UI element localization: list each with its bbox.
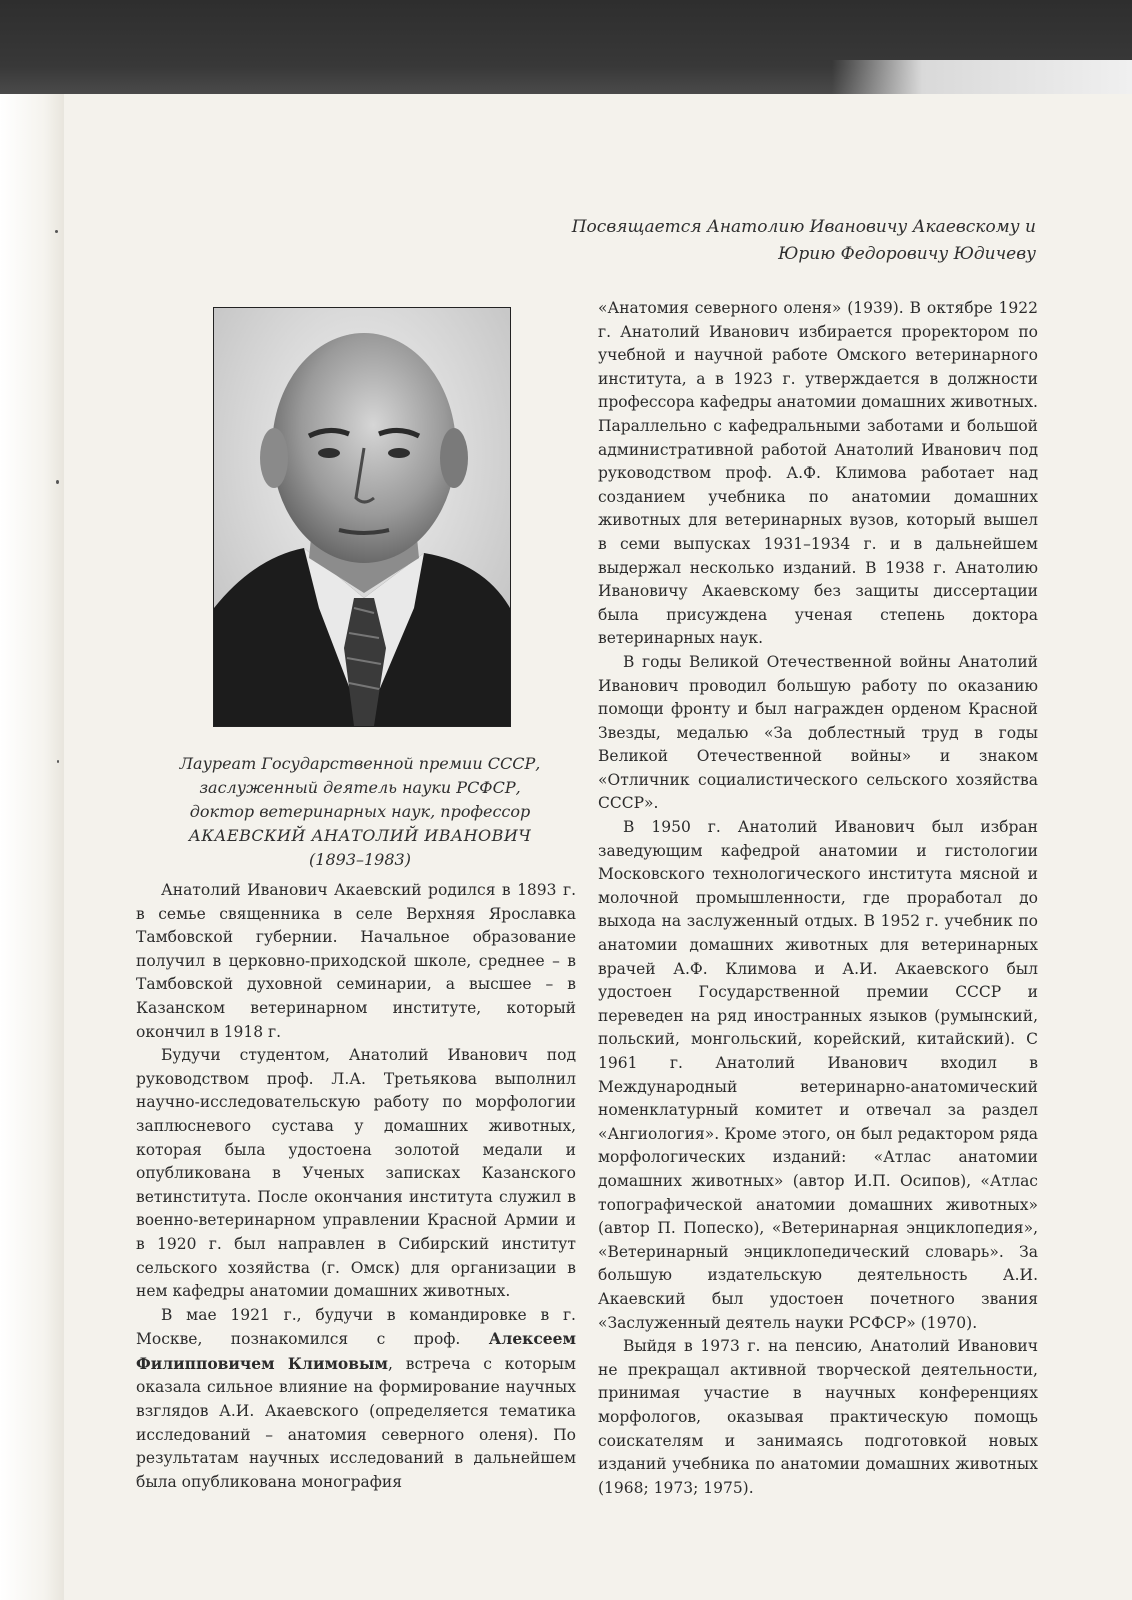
dedication-line: Посвящается Анатолию Ивановичу Акаевскому и [571,217,1036,237]
paragraph: Выйдя в 1973 г. на пенсию, Анатолий Иванович не прекращал активной творческой деятельности, принимая участие в научных конференциях морфологов, оказывая практическую помощь соискателям и занимаясь подготовкой новых изданий учебника по анатомии домашних животных (1968; 1973; 1975). [598,1337,1038,1497]
paragraph: В годы Великой Отечественной войны Анатолий Иванович проводил большую работу по оказанию помощи фронту и был награжден орденом Красной Звезды, медалью «За доблестный труд в годы Великой Отечественной войны» и знаком «Отличник социалистического сельского хозяйства СССР». [598,652,1038,813]
paragraph: «Анатомия северного оленя» (1939). В октябре 1922 г. Анатолий Иванович избирается проректором по учебной и научной работе Омского ветеринарного института, а в 1923 г. утверждается в должности профессора кафедры анатомии домашних животных. Параллельно с кафедральными заботами и большой административной работой Анатолий Иванович под руководством проф. А.Ф. Климова работает над созданием учебника по анатомии домашних животных для ветеринарных вузов, который вышел в семи выпусках 1931–1934 г. и в дальнейшем выдержал несколько изданий. В 1938 г. Анатолию Ивановичу Акаевскому без защиты диссертации была присуждена ученая степень доктора ветеринарных наук. [598,299,1038,648]
caption-years: (1893–1983) [309,850,411,869]
paragraph-text: В мае 1921 г., будучи в командировке в г. Москве, познакомился с проф. [136,1305,576,1349]
scan-speck [55,230,58,233]
caption-line: доктор ветеринарных наук, профессор [189,802,531,821]
paragraph: В 1950 г. Анатолий Иванович был избран заведующим кафедрой анатомии и гистологии Московского технологического института мясной и молочной промышленности, где проработал до выхода на заслуженный отдых. В 1952 г. учебник по анатомии домашних животных для ветеринарных врачей А.Ф. Климова и А.И. Акаевского был удостоен Государственной премии СССР и переведен на ряд иностранных языков (румынский, польский, монгольский, корейский, китайский). С 1961 г. Анатолий Иванович входил в Международный ветеринарно-анатомический номенклатурный комитет и отвечал за раздел «Ангиология». Кроме этого, он был редактором ряда морфологических изданий: «Атлас анатомии домашних животных» (автор И.П. Осипов), «Атлас топографической анатомии домашних животных» (автор П. Попеско), «Ветеринарная энциклопедия», «Ветеринарный энциклопедический словарь». За большую издательскую деятельность А.И. Акаевский был удостоен почетного звания «Заслуженный деятель науки РСФСР» (1970). [598,818,1038,1332]
scan-speck [56,480,59,484]
caption-name: АКАЕВСКИЙ АНАТОЛИЙ ИВАНОВИЧ [188,826,532,845]
portrait-caption [140,752,580,872]
scan-binding-edge [0,94,64,1600]
dedication-line: Юрию Федоровичу Юдичеву [778,244,1036,264]
paragraph: Анатолий Иванович Акаевский родился в 1893 г. в семье священника в селе Верхняя Ярославка Тамбовской губернии. Начальное образование получил в церковно-приходской школе, среднее – в Тамбовской духовной семинарии, а высшее – в Казанском ветеринарном институте, который окончил в 1918 г. [136,881,576,1041]
left-text-column [136,879,576,1494]
paragraph-text: , встреча с которым оказала сильное влияние на формирование научных взглядов А.И. Акаевского (определяется тематика исследований – анатомия северного оленя). По результатам научных исследований в дальнейшем была опубликована монография [136,1354,576,1491]
portrait-photo [213,307,511,727]
scan-speck [57,760,59,763]
caption-line: Лауреат Государственной премии СССР, [179,754,541,773]
paragraph [136,1304,576,1495]
bold-name: Алексеем Филипповичем Климовым [136,1329,576,1373]
caption-line: заслуженный деятель науки РСФСР, [199,778,521,797]
paragraph: Будучи студентом, Анатолий Иванович под руководством проф. Л.А. Третьякова выполнил научно-исследовательскую работу по морфологии заплюсневого сустава у домашних животных, которая была удостоена золотой медали и опубликована в Ученых записках Казанского ветинститута. После окончания института служил в военно-ветеринарном управлении Красной Армии и в 1920 г. был направлен в Сибирский институт сельского хозяйства (г. Омск) для организации в нем кафедры анатомии домашних животных. [136,1046,576,1301]
dedication [516,214,1036,268]
right-text-column [598,297,1038,1500]
